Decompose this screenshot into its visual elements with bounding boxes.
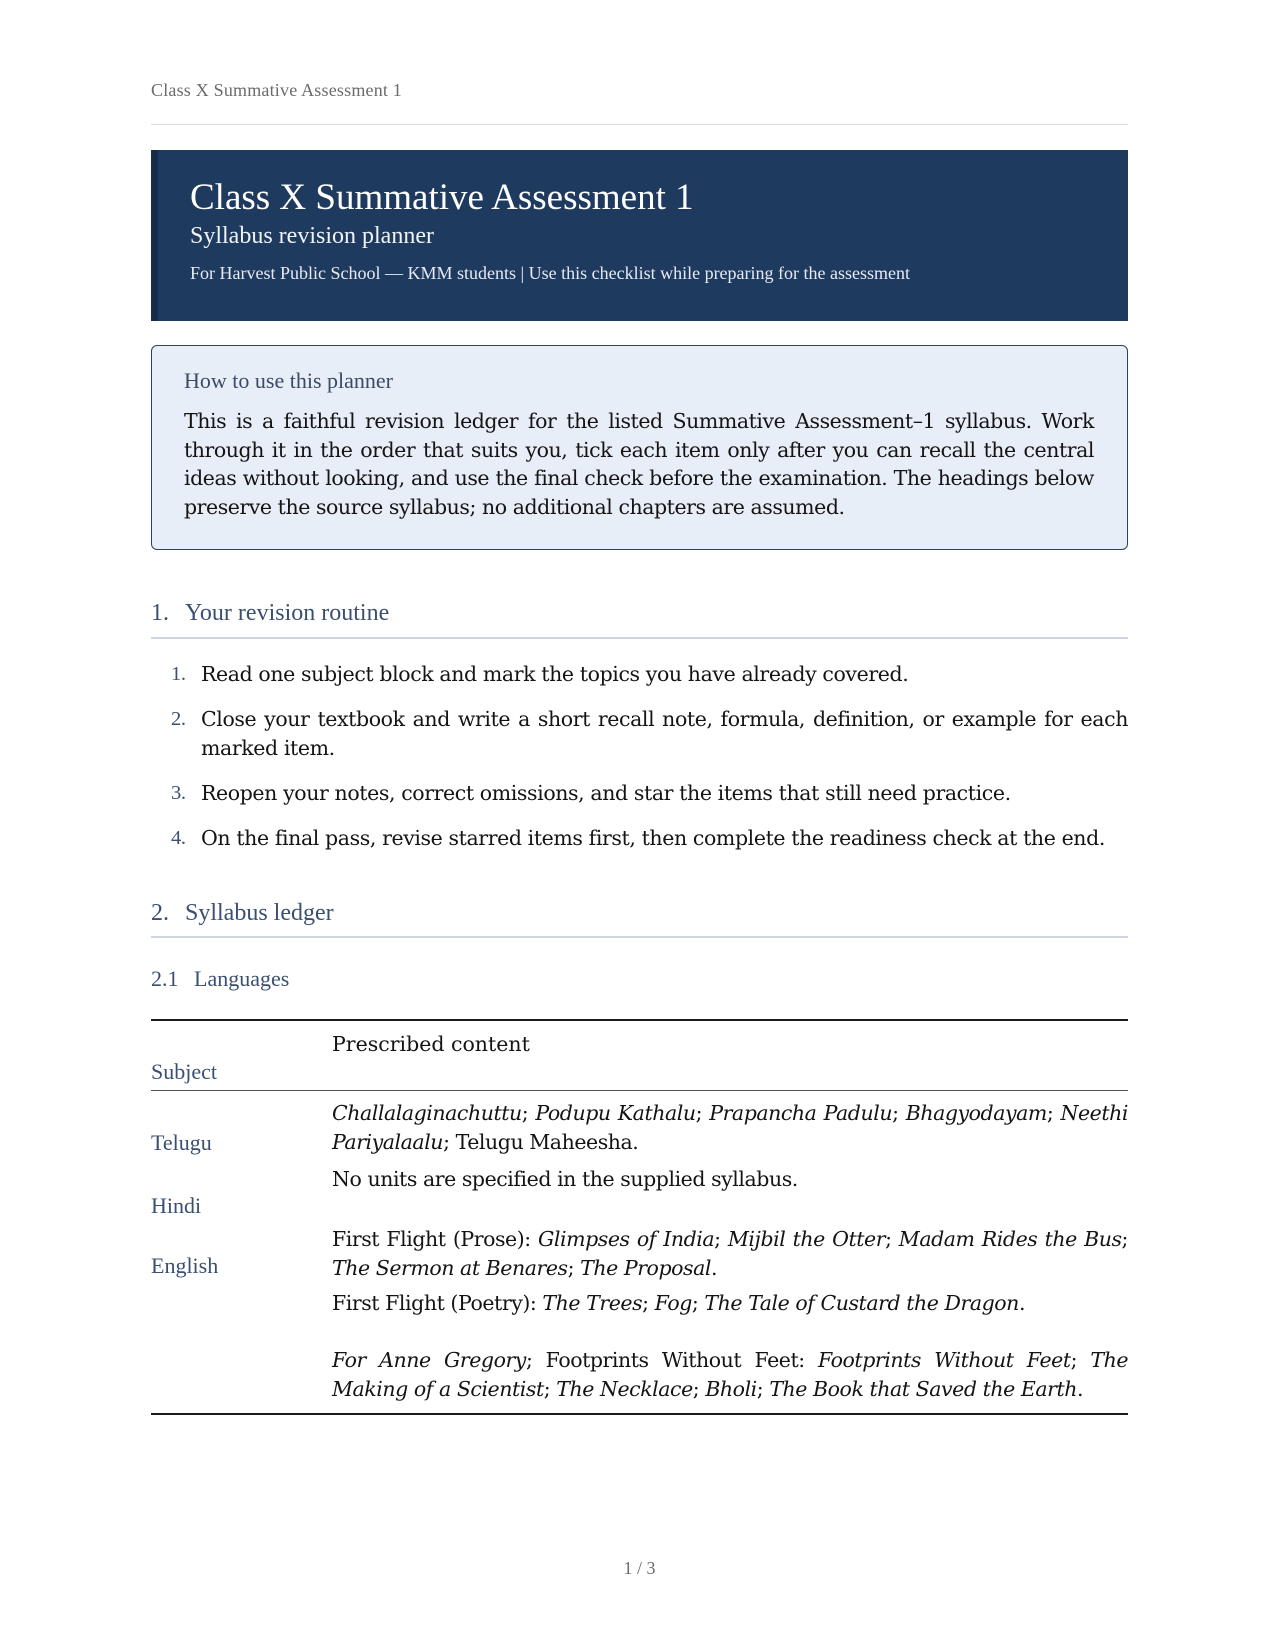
prose-label: First Flight (Prose): xyxy=(332,1227,538,1251)
how-to-use-title: How to use this planner xyxy=(184,368,393,393)
subsection-title: Languages xyxy=(194,966,290,991)
separator: ; xyxy=(1046,1101,1061,1125)
footprints-label: ; Footprints Without Feet: xyxy=(525,1348,818,1372)
text-title: The Trees xyxy=(542,1291,643,1315)
table-top-rule xyxy=(151,1019,1128,1021)
text-title: Podupu Kathalu xyxy=(535,1101,696,1125)
banner-note: For Harvest Public School — KMM students | Use this checklist while preparing for the assessment xyxy=(190,263,910,283)
text-title: For Anne Gregory xyxy=(332,1348,526,1372)
list-item-number: 4. xyxy=(171,827,186,849)
separator: ; xyxy=(695,1101,710,1125)
text-title: Bholi xyxy=(705,1377,757,1401)
content-english-prose: First Flight (Prose): Glimpses of India; Mijbil the Otter; Madam Rides the Bus; The Sermon at Benares; The Proposal. xyxy=(332,1227,1128,1280)
how-to-use-box xyxy=(151,345,1128,550)
text-title: Glimpses of India xyxy=(538,1227,715,1251)
list-item xyxy=(151,824,1128,853)
poetry-label: First Flight (Poetry): xyxy=(332,1291,543,1315)
subject-english: English xyxy=(151,1253,219,1278)
list-item xyxy=(151,660,1128,689)
section-heading-routine xyxy=(151,600,1128,627)
document-title: Class X Summative Assessment 1 xyxy=(190,177,694,218)
subsection-heading-languages xyxy=(151,966,289,992)
running-head: Class X Summative Assessment 1 xyxy=(151,80,403,100)
section-heading-ledger xyxy=(151,900,1128,927)
section-number: 2. xyxy=(151,900,169,926)
revision-routine-list xyxy=(151,660,1128,869)
text-title: The Proposal xyxy=(580,1256,711,1280)
content-english-poetry: First Flight (Poetry): The Trees; Fog; The Tale of Custard the Dragon. xyxy=(332,1291,1026,1315)
subject-hindi: Hindi xyxy=(151,1193,202,1218)
list-item xyxy=(151,705,1128,763)
list-item-number: 3. xyxy=(171,782,186,804)
section-title: Syllabus ledger xyxy=(185,900,334,926)
text-title: Prapancha Padulu xyxy=(709,1101,893,1125)
how-to-use-body: This is a faithful revision ledger for the listed Summative Assessment–1 syllabus. Work through it in the order that suits you, tick each item only after you can recall the central ideas without looking, and use the final check before the examination. The headings below preserve the source syllabus; no additional chapters are assumed. xyxy=(184,409,1094,519)
text-title: The Tale of Custard the Dragon xyxy=(704,1291,1019,1315)
title-banner xyxy=(151,150,1128,321)
section-rule xyxy=(151,637,1128,639)
text-tail: ; Telugu Maheesha. xyxy=(443,1130,639,1154)
separator: ; xyxy=(521,1101,536,1125)
text-title: Bhagyodayam xyxy=(905,1101,1047,1125)
text-title: Fog xyxy=(654,1291,692,1315)
text-title: The Book that Saved the Earth xyxy=(769,1377,1078,1401)
separator: ; xyxy=(892,1101,906,1125)
section-number: 1. xyxy=(151,600,169,626)
table-header-rule xyxy=(151,1090,1128,1091)
section-title: Your revision routine xyxy=(185,600,390,626)
text-title: Mijbil the Otter xyxy=(727,1227,886,1251)
document-subtitle: Syllabus revision planner xyxy=(190,223,434,249)
list-item-number: 2. xyxy=(171,708,186,730)
text-title: Footprints Without Feet xyxy=(818,1348,1071,1372)
list-item-text: Close your textbook and write a short recall note, formula, definition, or example for each marked item. xyxy=(201,707,1128,760)
subject-telugu: Telugu xyxy=(151,1130,212,1155)
column-header-subject: Subject xyxy=(151,1059,217,1084)
text-title: The Making of a Scientist xyxy=(332,1348,1129,1401)
list-item xyxy=(151,779,1128,808)
list-item-text: Reopen your notes, correct omissions, and star the items that still need practice. xyxy=(201,781,1011,805)
content-telugu xyxy=(332,1099,1128,1157)
list-item-text: On the final pass, revise starred items first, then complete the readiness check at the end. xyxy=(201,826,1105,850)
section-rule xyxy=(151,936,1128,938)
text-title: Neethi Pariyalaalu xyxy=(332,1101,1128,1154)
text-title: Challalaginachuttu xyxy=(332,1101,522,1125)
text-title: The Necklace xyxy=(556,1377,693,1401)
column-header-content: Prescribed content xyxy=(332,1032,530,1056)
content-hindi: No units are specified in the supplied syllabus. xyxy=(332,1167,798,1191)
subsection-number: 2.1 xyxy=(151,966,179,991)
header-rule xyxy=(151,124,1128,125)
text-title: Madam Rides the Bus xyxy=(898,1227,1122,1251)
list-item-number: 1. xyxy=(171,663,186,685)
list-item-text: Read one subject block and mark the topics you have already covered. xyxy=(201,662,909,686)
content-english-footprints: For Anne Gregory; Footprints Without Feet: Footprints Without Feet; The Making of a Scientist; The Necklace; Bholi; The Book that Saved the Earth. xyxy=(332,1348,1129,1401)
page-number: 1 / 3 xyxy=(623,1558,656,1578)
text-title: The Sermon at Benares xyxy=(332,1256,568,1280)
table-bottom-rule xyxy=(151,1413,1128,1415)
